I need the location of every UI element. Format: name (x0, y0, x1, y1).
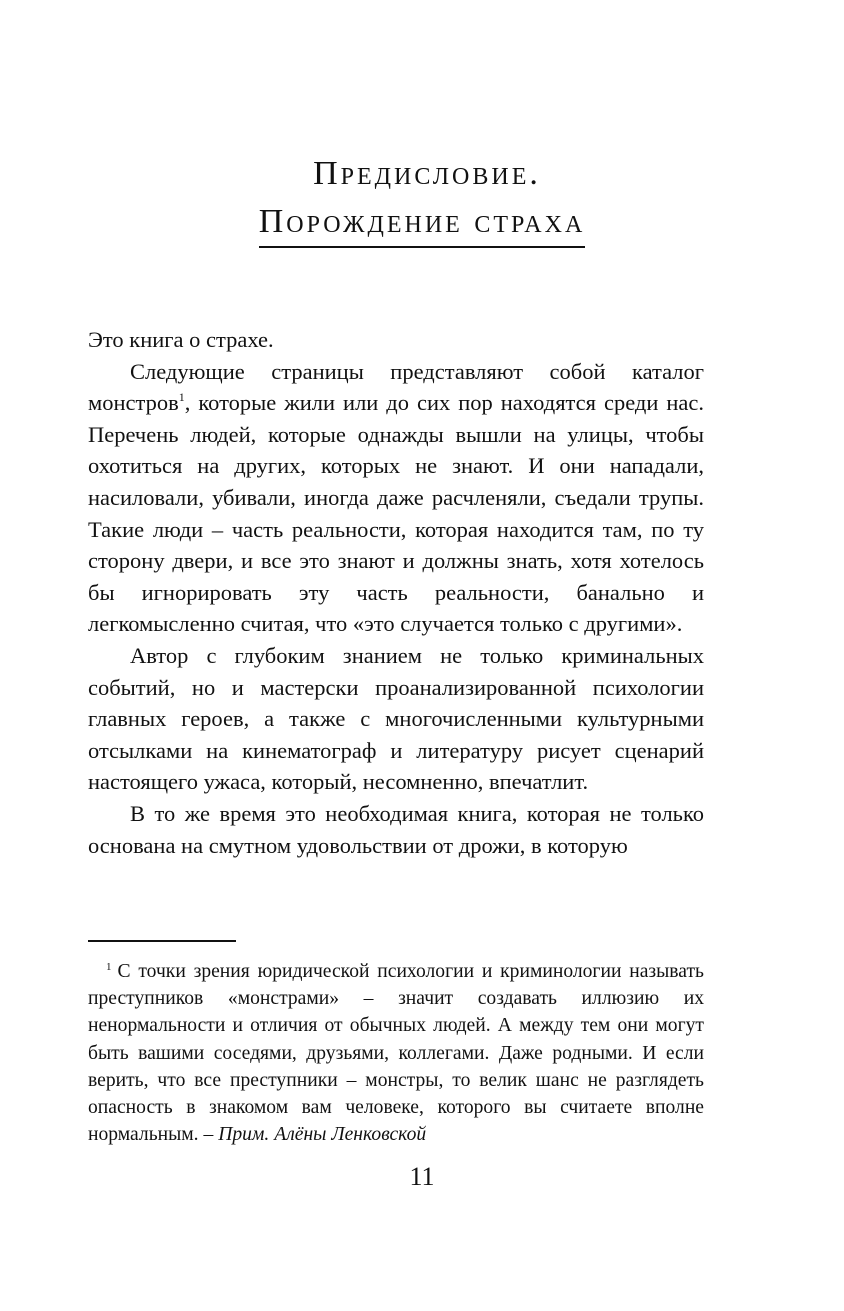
footnote (88, 958, 704, 1148)
footnote-paragraph (88, 958, 704, 1148)
paragraph-2-text-end: , которые жили или до сих пор находятся среди нас. Перечень людей, которые однажды вышли на улицы, чтобы охотиться на других, которых не знают. И они нападали, насиловали, убивали, иногда даже расчленяли, съедали трупы. Такие люди – часть реальности, которая находится там, по ту сторону двери, и все это знают и должны знать, хотя хотелось бы игнорировать эту часть реальности, банально и легкомысленно считая, что «это случается только с другими». (88, 390, 704, 637)
chapter-title (0, 150, 844, 248)
paragraph-2 (88, 356, 704, 640)
footnote-reference[interactable]: 1 (178, 390, 185, 405)
footnote-divider (88, 940, 236, 942)
paragraph-1: Это книга о страхе. (88, 327, 274, 352)
footnote-marker: 1 (106, 961, 112, 973)
chapter-title-line-1: Предисловие. (313, 155, 541, 192)
chapter-title-line-2: Порождение страха (259, 198, 586, 248)
footnote-author: Прим. Алёны Ленковской (218, 1124, 427, 1146)
body-text (88, 324, 704, 861)
paragraph-2-text-start: Следующие страницы представляют собой каталог монстров (88, 358, 704, 416)
paragraph-3: Автор с глубоким знанием не только криминальных событий, но и мастерски проанализированной психологии главных героев, а также с многочисленными культурными отсылками на кинематограф и литературу рисует сценарий настоящего ужаса, который, несомненно, впечатлит. (88, 642, 704, 795)
footnote-text: С точки зрения юридической психологии и криминологии называть преступников «монстрами» – значит создавать иллюзию их ненормальности и отличия от обычных людей. А между тем они могут быть вашими соседями, друзьями, коллегами. Даже родными. И если верить, что все преступники – монстры, то велик шанс не разглядеть опасность в знакомом вам человеке, которого вы считаете вполне нормальным. – (88, 961, 704, 1146)
page-number: 11 (409, 1162, 435, 1191)
paragraph-4: В то же время это необходимая книга, которая не только основана на смутном удовольствии от дрожи, в которую (88, 800, 704, 858)
